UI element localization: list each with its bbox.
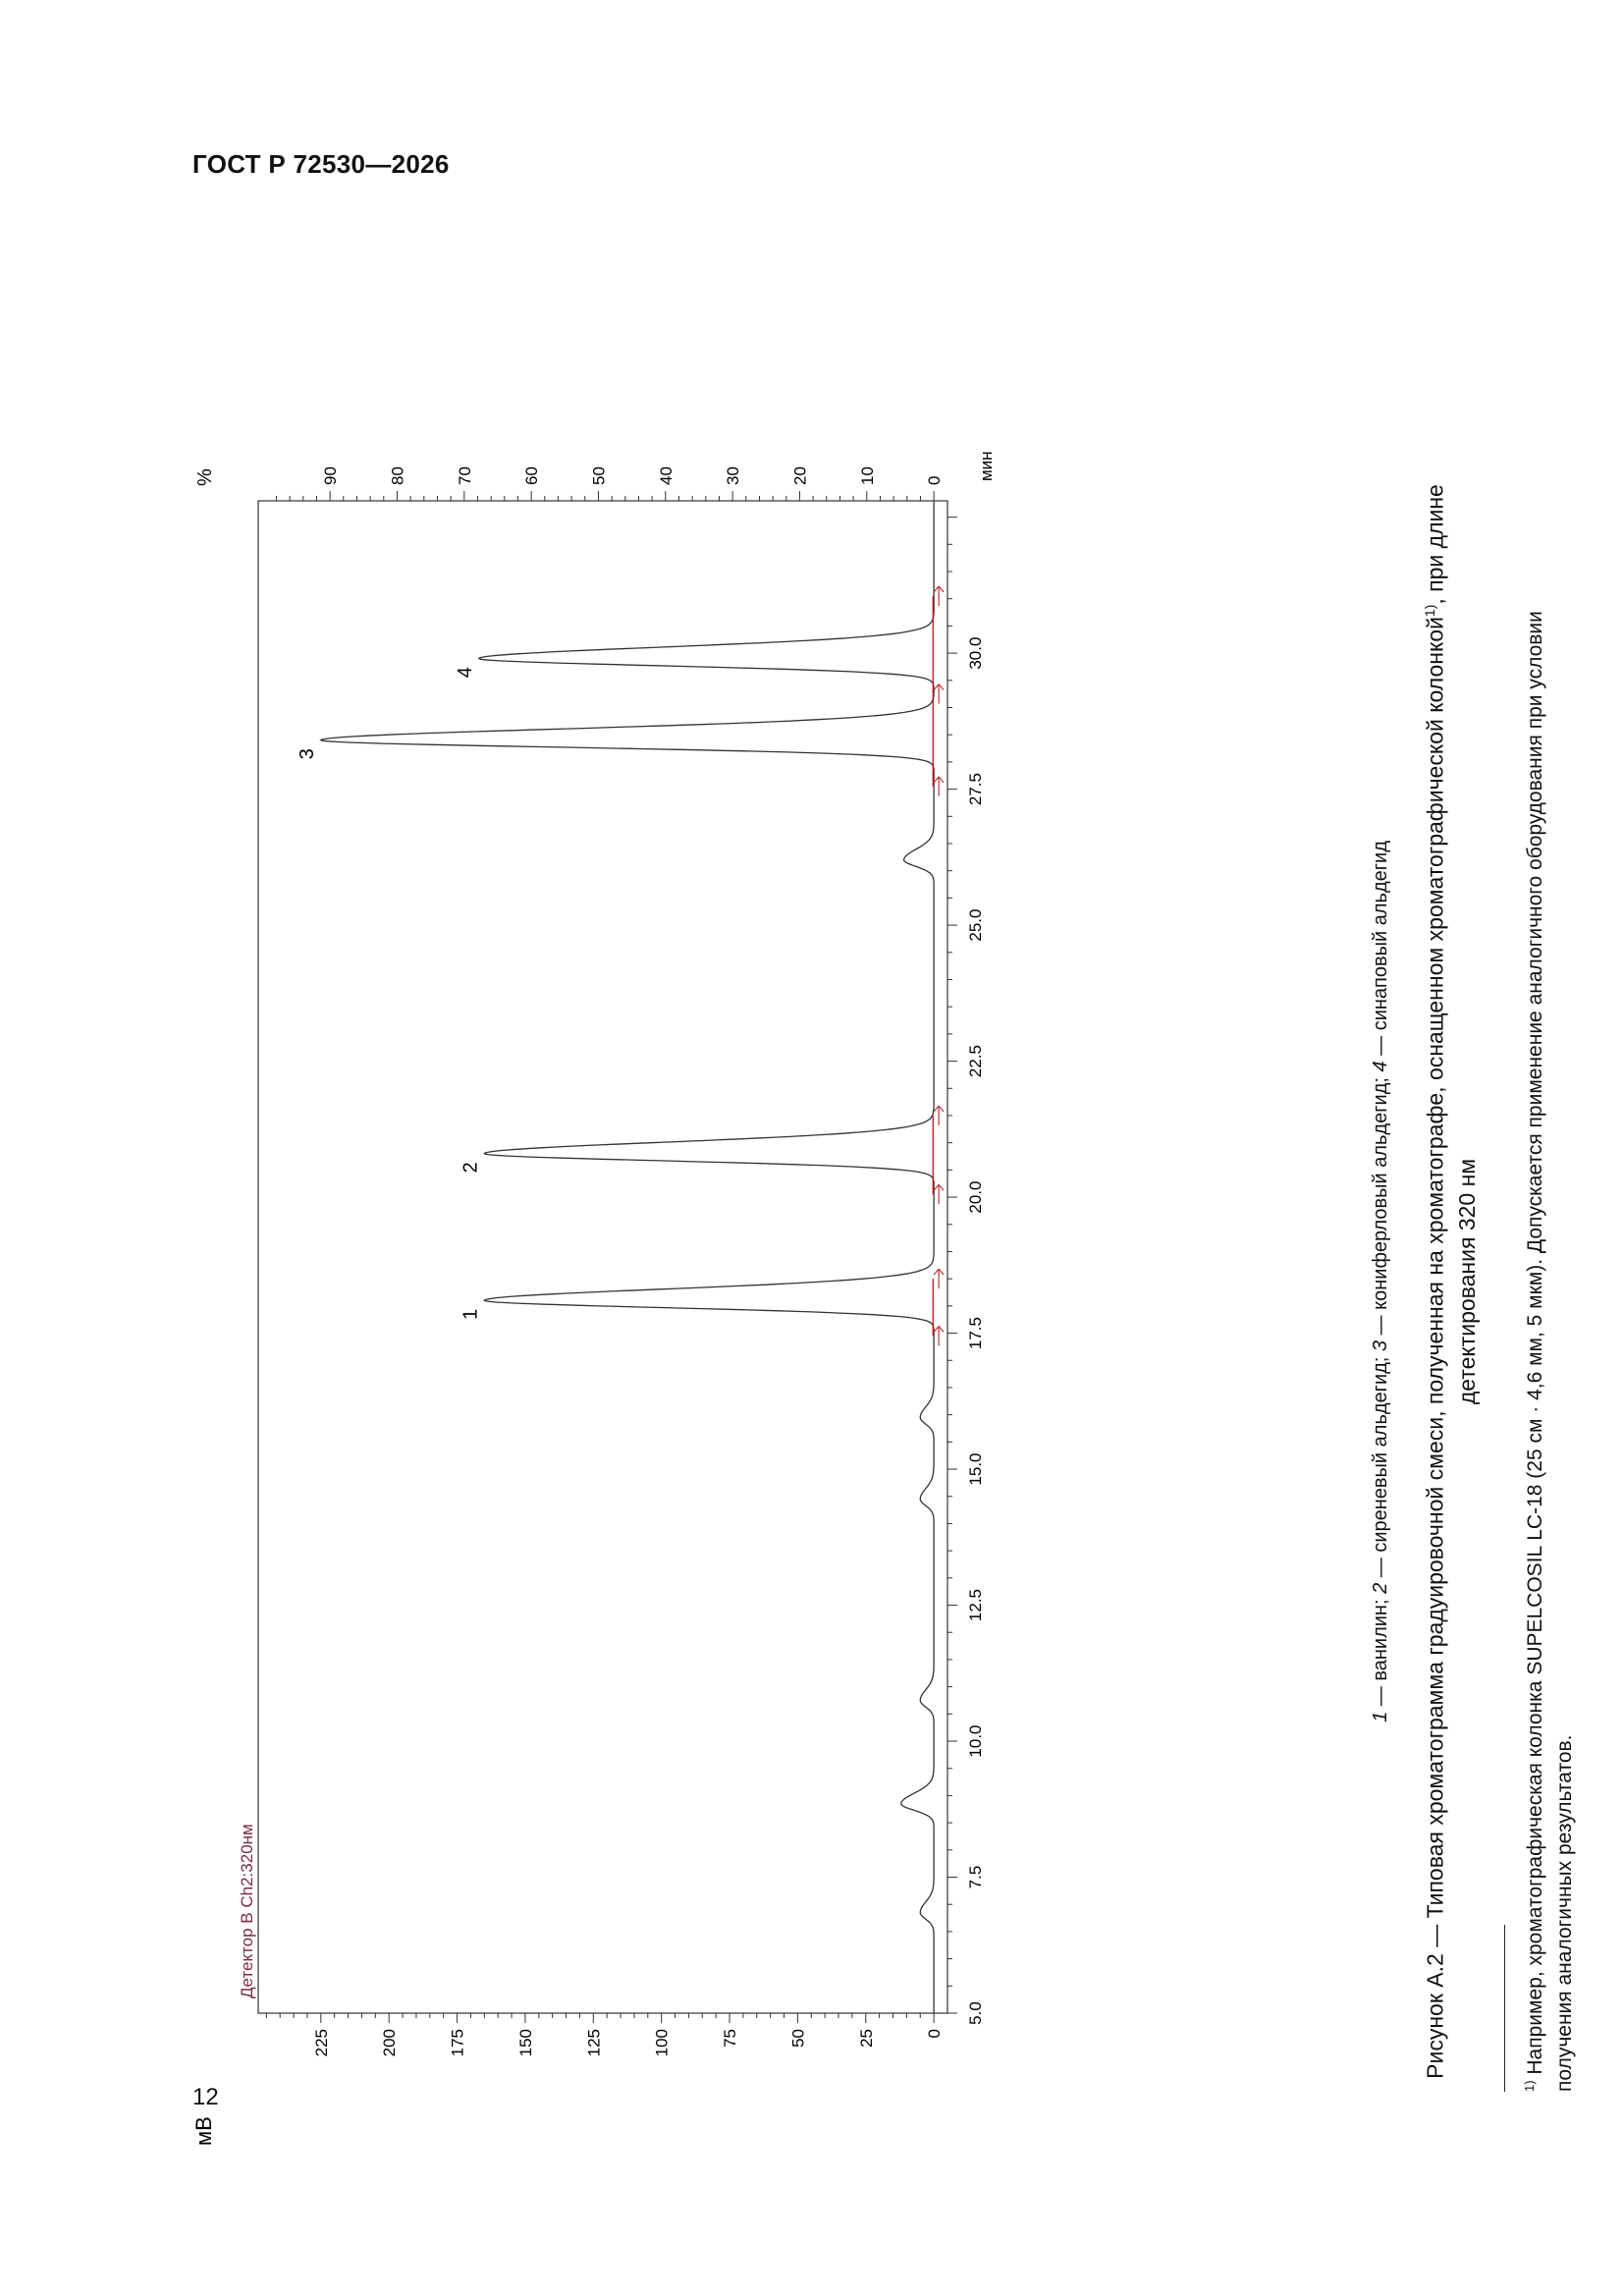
peak-label: 4 — [454, 667, 476, 679]
y-axis-label: мВ — [191, 2116, 216, 2146]
legend-text-4: — синаповый альдегид — [1370, 841, 1391, 1062]
chromatogram-chart — [191, 451, 1355, 2146]
y-tick-label: 200 — [380, 2029, 400, 2057]
y-tick-label: 100 — [652, 2029, 672, 2057]
legend-text-3: — кониферловый альдегид; — [1370, 1071, 1391, 1340]
y2-tick-label: 20 — [790, 466, 810, 485]
legend-num-2: 2 — [1370, 1582, 1391, 1594]
y-tick-label: 25 — [856, 2029, 876, 2048]
integration-marker — [934, 1326, 944, 1345]
legend-num-4: 4 — [1370, 1061, 1391, 1072]
x-tick-label: 15.0 — [966, 1452, 985, 1486]
legend-text-2: — сиреневый альдегид; — [1370, 1351, 1391, 1583]
figure-caption — [1414, 471, 1483, 2092]
integration-marker — [934, 1106, 944, 1125]
integration-marker — [934, 777, 944, 796]
y-tick-label: 225 — [311, 2029, 331, 2057]
y2-tick-label: 90 — [321, 466, 341, 485]
rotated-figure — [191, 451, 1576, 2146]
chromatogram-trace — [321, 502, 934, 2013]
peak-label: 1 — [460, 1308, 482, 1320]
x-tick-label: 20.0 — [966, 1180, 985, 1214]
legend-num-1: 1 — [1370, 1711, 1391, 1722]
integration-markers — [934, 586, 944, 1345]
detector-label: Детектор В Ch2:320нм — [238, 1824, 256, 1998]
integration-marker — [934, 684, 944, 704]
caption-footnote-ref: 1) — [1422, 604, 1437, 618]
caption-line-1 — [1414, 471, 1451, 2092]
footnote-line-2: получения аналогичных результатов. — [1553, 1734, 1576, 2092]
legend-text-1: — ванилин; — [1370, 1593, 1391, 1712]
caption-end: , при длине — [1422, 484, 1448, 605]
chromatogram-svg — [191, 451, 1350, 2146]
y2-tick-label: 10 — [857, 466, 877, 485]
integration-marker — [934, 586, 944, 606]
footnote-marker: 1) — [1522, 2080, 1537, 2092]
legend-num-3: 3 — [1370, 1339, 1391, 1352]
peak-label: 3 — [296, 748, 318, 760]
y-tick-label: 125 — [584, 2029, 604, 2057]
page-number: 12 — [192, 2084, 219, 2110]
x-tick-label: 27.5 — [966, 773, 985, 806]
y-tick-label: 150 — [515, 2029, 535, 2057]
y2-tick-label: 0 — [925, 475, 945, 485]
caption-line-2: детектирования 320 нм — [1453, 1158, 1480, 1405]
y-tick-label: 0 — [925, 2029, 945, 2039]
x-tick-label: 30.0 — [966, 636, 985, 670]
x-tick-label: 10.0 — [966, 1724, 985, 1758]
integration-marker — [934, 1184, 944, 1204]
x-axis-label: мин — [977, 451, 996, 481]
x-tick-label: 25.0 — [966, 908, 985, 942]
integration-marker — [934, 1269, 944, 1288]
y2-tick-label: 30 — [724, 466, 743, 485]
caption-main: Рисунок А.2 — Типовая хроматограмма градуировочной смеси, полученная на хроматографе, оснащенном хроматографической колонкой — [1422, 617, 1448, 2079]
x-tick-label: 17.5 — [966, 1317, 985, 1350]
x-tick-label: 7.5 — [966, 1865, 985, 1889]
footnote — [1515, 471, 1580, 2092]
axis-ticks — [266, 466, 985, 2056]
y2-tick-label: 60 — [522, 466, 542, 485]
y-tick-label: 50 — [788, 2029, 808, 2048]
x-tick-label: 12.5 — [966, 1588, 985, 1622]
y2-tick-label: 70 — [455, 466, 474, 485]
x-tick-label: 5.0 — [966, 2001, 985, 2025]
footnote-rule — [1504, 1925, 1505, 2092]
y-tick-label: 75 — [721, 2029, 740, 2048]
peak-labels — [297, 667, 481, 1320]
y2-tick-label: 50 — [589, 466, 609, 485]
y-tick-label: 175 — [448, 2029, 467, 2057]
footnote-line-1 — [1515, 471, 1550, 2092]
peak-label: 2 — [460, 1162, 482, 1174]
y2-tick-label: 40 — [656, 466, 676, 485]
footnote-text-1: Например, хроматографическая колонка SUPELCOSIL LC-18 (25 см · 4,6 мм, 5 мкм). Допускается применение аналогичного оборудования при условии — [1524, 611, 1546, 2081]
figure-legend — [1370, 471, 1392, 2092]
y2-axis-label: % — [194, 468, 216, 486]
document-header: ГОСТ Р 72530—2026 — [192, 149, 450, 179]
y2-tick-label: 80 — [388, 466, 407, 485]
x-tick-label: 22.5 — [966, 1045, 985, 1078]
